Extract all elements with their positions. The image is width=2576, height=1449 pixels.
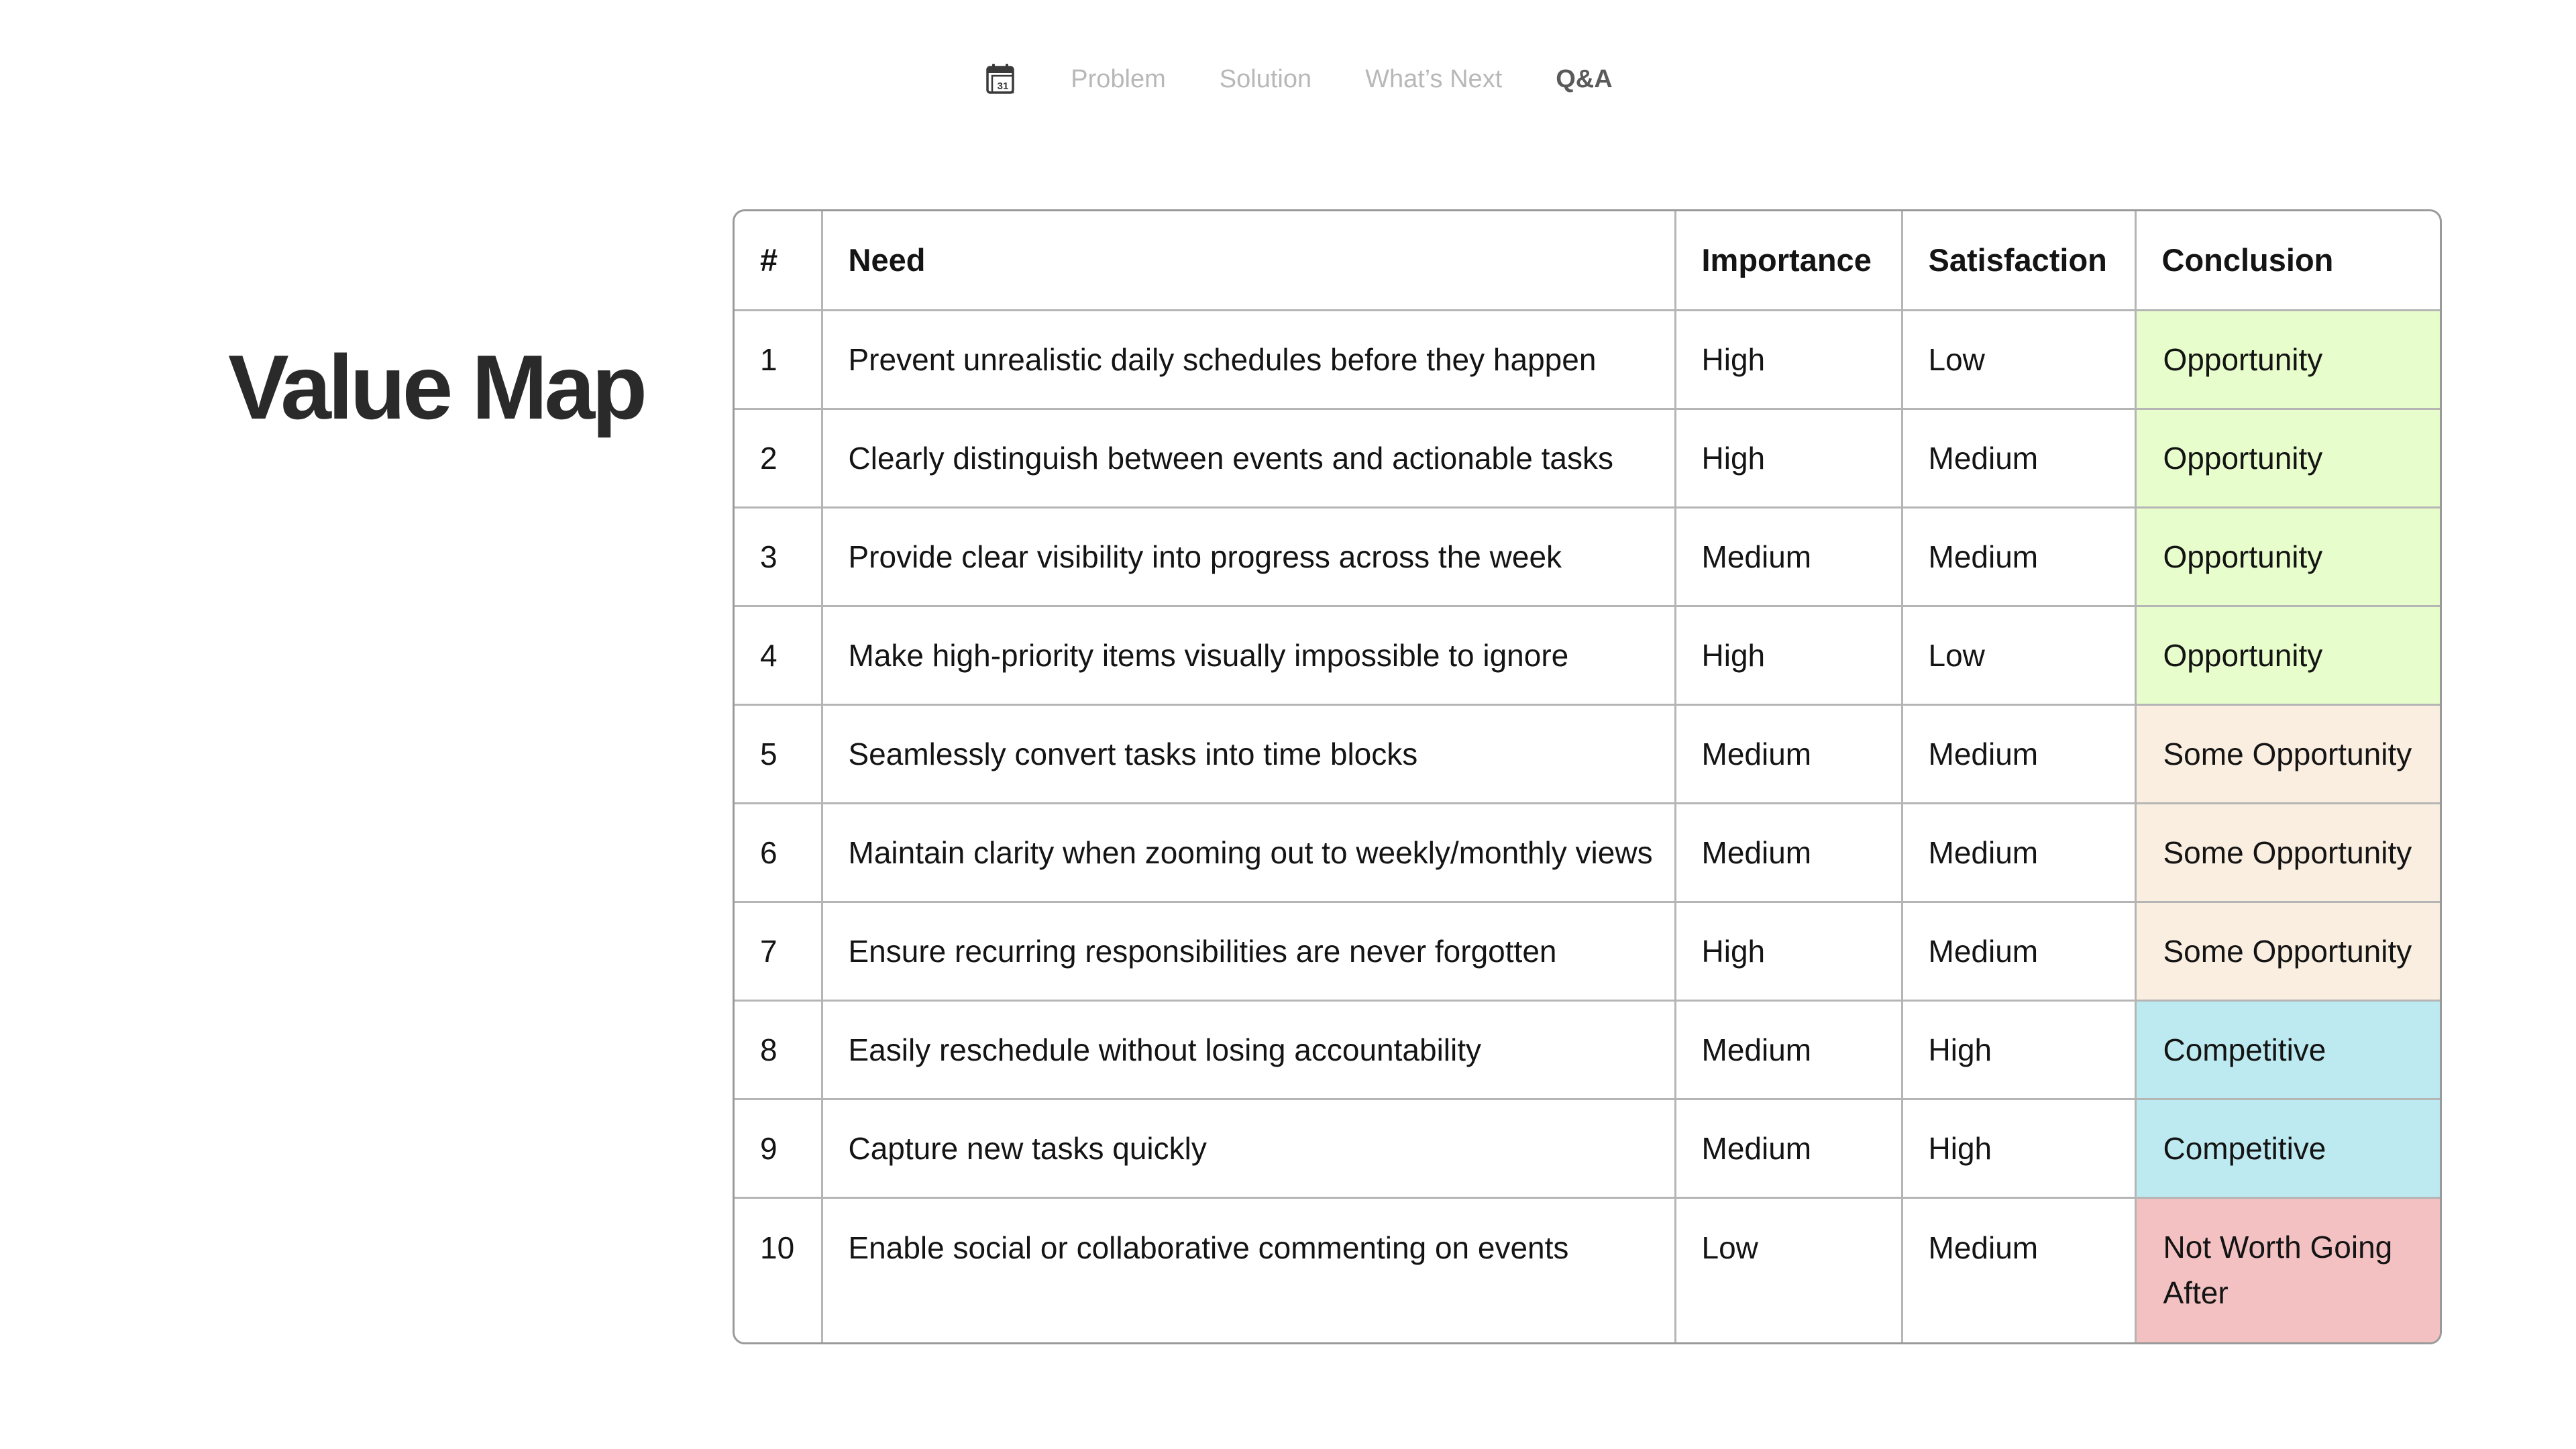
table-body (735, 310, 2440, 1342)
table-row (735, 409, 2440, 507)
table-row (735, 507, 2440, 606)
row-number: 9 (735, 1099, 822, 1197)
need-cell: Ensure recurring responsibilities are never forgotten (822, 902, 1675, 1000)
importance-cell: Medium (1675, 1099, 1902, 1197)
table-row (735, 1197, 2440, 1342)
satisfaction-cell: Medium (1902, 902, 2135, 1000)
row-number: 2 (735, 409, 822, 507)
table-row (735, 1099, 2440, 1197)
nav-item-problem[interactable]: Problem (1071, 64, 1166, 93)
calendar-icon[interactable] (983, 62, 1017, 96)
satisfaction-cell: Low (1902, 310, 2135, 409)
header-need: Need (822, 211, 1675, 310)
need-cell: Capture new tasks quickly (822, 1099, 1675, 1197)
table-row (735, 1000, 2440, 1099)
conclusion-cell: Some Opportunity (2135, 803, 2440, 902)
importance-cell: Medium (1675, 1000, 1902, 1099)
header-importance: Importance (1675, 211, 1902, 310)
row-number: 4 (735, 606, 822, 704)
need-cell: Maintain clarity when zooming out to weekly/monthly views (822, 803, 1675, 902)
importance-cell: High (1675, 902, 1902, 1000)
table-row (735, 606, 2440, 704)
satisfaction-cell: High (1902, 1099, 2135, 1197)
row-number: 3 (735, 507, 822, 606)
table-row (735, 902, 2440, 1000)
importance-cell: High (1675, 606, 1902, 704)
need-cell: Make high-priority items visually impossible to ignore (822, 606, 1675, 704)
conclusion-cell: Competitive (2135, 1099, 2440, 1197)
satisfaction-cell: High (1902, 1000, 2135, 1099)
conclusion-cell: Not Worth Going After (2135, 1197, 2440, 1342)
importance-cell: Medium (1675, 704, 1902, 803)
satisfaction-cell: Medium (1902, 409, 2135, 507)
header-number: # (735, 211, 822, 310)
conclusion-cell: Opportunity (2135, 409, 2440, 507)
need-cell: Prevent unrealistic daily schedules before they happen (822, 310, 1675, 409)
nav-item-solution[interactable]: Solution (1219, 64, 1312, 93)
table-row (735, 803, 2440, 902)
conclusion-cell: Opportunity (2135, 310, 2440, 409)
row-number: 10 (735, 1197, 822, 1342)
value-map-table (733, 209, 2442, 1344)
importance-cell: Low (1675, 1197, 1902, 1342)
conclusion-cell: Competitive (2135, 1000, 2440, 1099)
need-cell: Enable social or collaborative commenting on events (822, 1197, 1675, 1342)
table-row (735, 704, 2440, 803)
table-row (735, 310, 2440, 409)
calendar-icon-date: 31 (997, 80, 1009, 92)
header-conclusion: Conclusion (2135, 211, 2440, 310)
page-title: Value Map (228, 336, 645, 439)
row-number: 1 (735, 310, 822, 409)
row-number: 8 (735, 1000, 822, 1099)
need-cell: Provide clear visibility into progress across the week (822, 507, 1675, 606)
nav-item-whats-next[interactable]: What’s Next (1365, 64, 1503, 93)
satisfaction-cell: Medium (1902, 1197, 2135, 1342)
importance-cell: Medium (1675, 507, 1902, 606)
need-cell: Seamlessly convert tasks into time blocks (822, 704, 1675, 803)
satisfaction-cell: Medium (1902, 507, 2135, 606)
satisfaction-cell: Low (1902, 606, 2135, 704)
satisfaction-cell: Medium (1902, 704, 2135, 803)
need-cell: Clearly distinguish between events and actionable tasks (822, 409, 1675, 507)
need-cell: Easily reschedule without losing accountability (822, 1000, 1675, 1099)
importance-cell: High (1675, 310, 1902, 409)
header-satisfaction: Satisfaction (1902, 211, 2135, 310)
importance-cell: Medium (1675, 803, 1902, 902)
nav-item-qa[interactable]: Q&A (1556, 64, 1613, 93)
top-nav (0, 59, 2576, 99)
table-header-row (735, 211, 2440, 310)
conclusion-cell: Some Opportunity (2135, 902, 2440, 1000)
row-number: 5 (735, 704, 822, 803)
conclusion-cell: Opportunity (2135, 507, 2440, 606)
conclusion-cell: Opportunity (2135, 606, 2440, 704)
row-number: 6 (735, 803, 822, 902)
satisfaction-cell: Medium (1902, 803, 2135, 902)
row-number: 7 (735, 902, 822, 1000)
importance-cell: High (1675, 409, 1902, 507)
conclusion-cell: Some Opportunity (2135, 704, 2440, 803)
